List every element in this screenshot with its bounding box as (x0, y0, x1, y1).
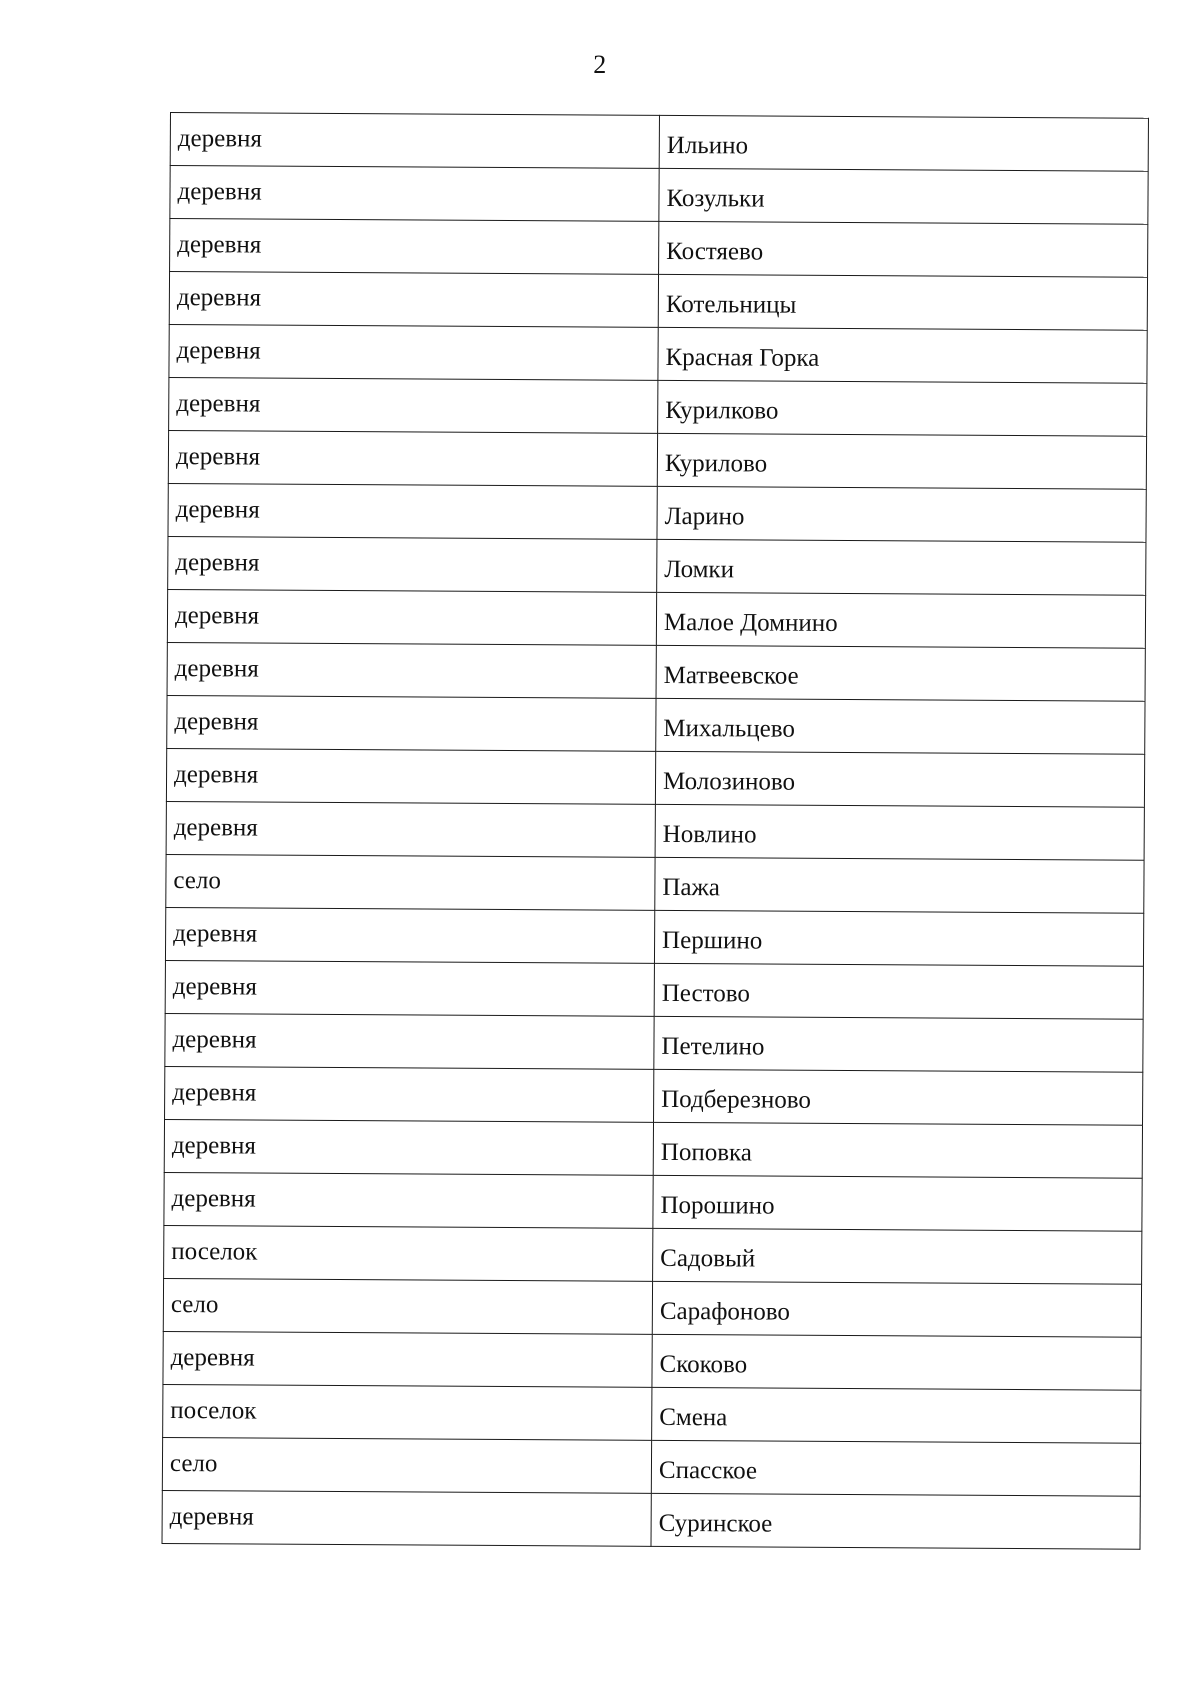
table-row (163, 1384, 1141, 1443)
table-row (163, 1278, 1141, 1337)
settlement-name-cell: Ларино (657, 486, 1146, 542)
settlement-name-cell: Курилово (657, 433, 1146, 489)
settlement-name-cell: Ильино (659, 115, 1148, 171)
settlement-type-cell: деревня (165, 960, 654, 1016)
settlement-name-cell: Котельницы (658, 274, 1147, 330)
settlement-name-cell: Пажа (655, 857, 1144, 913)
settlement-type-cell: деревня (166, 801, 655, 857)
settlement-type-cell: деревня (170, 113, 659, 169)
settlement-type-cell: деревня (163, 1331, 652, 1387)
table-row (167, 642, 1145, 701)
table-row (165, 960, 1143, 1019)
table-row (166, 854, 1144, 913)
settlement-type-cell: деревня (167, 589, 656, 645)
settlement-name-cell: Подберезново (654, 1069, 1143, 1125)
settlement-name-cell: Костяево (659, 221, 1148, 277)
settlement-type-cell: деревня (165, 907, 654, 963)
settlements-table-container (162, 112, 1148, 1550)
table-row (164, 1172, 1142, 1231)
table-row (164, 1119, 1142, 1178)
table-row (170, 166, 1148, 225)
table-row (170, 219, 1148, 278)
settlement-name-cell: Красная Горка (658, 327, 1147, 383)
table-row (166, 748, 1144, 807)
table-row (165, 1013, 1143, 1072)
settlement-type-cell: деревня (168, 536, 657, 592)
settlement-type-cell: деревня (170, 166, 659, 222)
table-row (167, 589, 1145, 648)
settlement-type-cell: деревня (169, 272, 658, 328)
settlement-type-cell: деревня (167, 695, 656, 751)
table-row (167, 695, 1145, 754)
settlement-type-cell: деревня (162, 1490, 651, 1546)
settlement-type-cell: поселок (163, 1384, 652, 1440)
settlement-name-cell: Петелино (654, 1016, 1143, 1072)
table-row (168, 483, 1146, 542)
table-row (164, 1225, 1142, 1284)
settlement-name-cell: Скоково (652, 1334, 1141, 1390)
settlement-type-cell: деревня (168, 430, 657, 486)
table-row (165, 907, 1143, 966)
settlement-type-cell: деревня (169, 377, 658, 433)
settlements-table-body (162, 113, 1148, 1550)
settlement-type-cell: деревня (170, 219, 659, 275)
table-row (169, 377, 1147, 436)
settlement-name-cell: Садовый (653, 1228, 1142, 1284)
settlements-table (162, 112, 1149, 1550)
settlement-name-cell: Суринское (651, 1493, 1140, 1549)
table-row (166, 801, 1144, 860)
table-row (168, 430, 1146, 489)
settlement-name-cell: Курилково (658, 380, 1147, 436)
settlement-type-cell: село (166, 854, 655, 910)
settlement-name-cell: Спасское (651, 1440, 1140, 1496)
table-row (170, 113, 1148, 172)
settlement-name-cell: Смена (652, 1387, 1141, 1443)
settlement-type-cell: село (163, 1278, 652, 1334)
settlement-type-cell: деревня (165, 1066, 654, 1122)
settlement-type-cell: деревня (164, 1172, 653, 1228)
settlement-name-cell: Пестово (654, 963, 1143, 1019)
settlement-name-cell: Михальцево (656, 698, 1145, 754)
settlement-name-cell: Матвеевское (656, 645, 1145, 701)
settlement-type-cell: деревня (167, 642, 656, 698)
settlement-name-cell: Першино (654, 910, 1143, 966)
settlement-type-cell: деревня (166, 748, 655, 804)
settlement-name-cell: Новлино (655, 804, 1144, 860)
page-number: 2 (593, 50, 607, 79)
table-row (162, 1437, 1140, 1496)
table-row (165, 1066, 1143, 1125)
settlement-name-cell: Малое Домнино (656, 592, 1145, 648)
settlement-name-cell: Поповка (653, 1122, 1142, 1178)
settlement-name-cell: Молозиново (655, 751, 1144, 807)
settlement-type-cell: поселок (164, 1225, 653, 1281)
settlement-type-cell: деревня (169, 324, 658, 380)
settlement-name-cell: Ломки (657, 539, 1146, 595)
table-row (169, 272, 1147, 331)
settlement-type-cell: деревня (168, 483, 657, 539)
settlement-name-cell: Порошино (653, 1175, 1142, 1231)
settlement-type-cell: село (162, 1437, 651, 1493)
table-row (162, 1490, 1140, 1549)
table-row (168, 536, 1146, 595)
settlement-type-cell: деревня (165, 1013, 654, 1069)
settlement-name-cell: Сарафоново (652, 1281, 1141, 1337)
table-row (163, 1331, 1141, 1390)
settlement-type-cell: деревня (164, 1119, 653, 1175)
settlement-name-cell: Козульки (659, 168, 1148, 224)
table-row (169, 324, 1147, 383)
